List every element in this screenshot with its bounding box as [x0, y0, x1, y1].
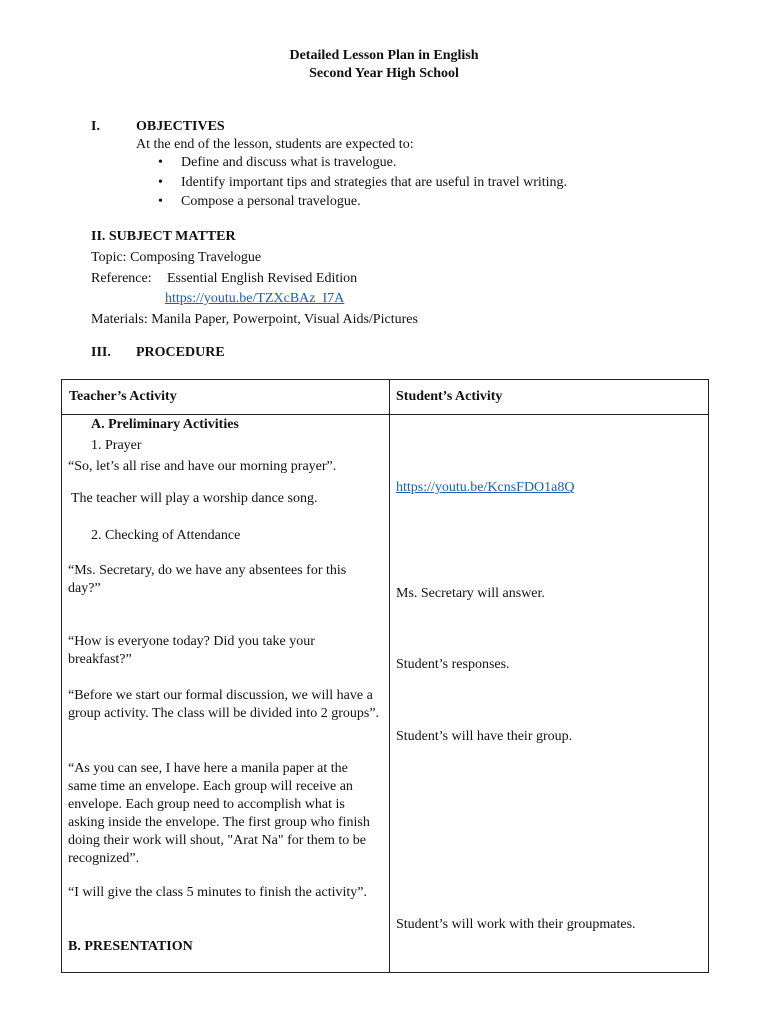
bullet-icon: • [158, 155, 163, 170]
objectives-intro: At the end of the lesson, students are expected to: [136, 137, 414, 152]
objective-item: Identify important tips and strategies that are useful in travel writing. [181, 175, 568, 190]
objective-item: Compose a personal travelogue. [181, 194, 361, 209]
teacher-column-header: Teacher’s Activity [69, 389, 177, 404]
student-work: Student’s will work with their groupmates. [396, 917, 636, 932]
table-column-divider [389, 380, 390, 972]
teacher-today: “How is everyone today? Did you take your breakfast?” [68, 634, 315, 667]
topic-line: Topic: Composing Travelogue [91, 250, 262, 265]
section-b-heading: B. PRESENTATION [68, 939, 193, 954]
reference-value: Essential English Revised Edition [167, 271, 358, 286]
teacher-manila: “As you can see, I have here a manila paper at the same time an envelope. Each group will receive an envelope. Each group need to accomplish what is asking inside the envelope. The first group who finish doing their work will shout, "Arat Na" for them to be recognized”. [68, 761, 370, 866]
item-attendance: 2. Checking of Attendance [91, 528, 241, 543]
procedure-heading: PROCEDURE [136, 345, 225, 360]
student-secretary: Ms. Secretary will answer. [396, 586, 545, 601]
bullet-icon: • [158, 175, 163, 190]
procedure-number: III. [91, 345, 111, 360]
objective-item: Define and discuss what is travelogue. [181, 155, 397, 170]
student-column-header: Student’s Activity [396, 389, 503, 404]
student-group: Student’s will have their group. [396, 729, 573, 744]
item-prayer: 1. Prayer [91, 438, 142, 453]
reference-label: Reference: [91, 271, 152, 286]
materials-line: Materials: Manila Paper, Powerpoint, Visual Aids/Pictures [91, 312, 418, 327]
teacher-song: The teacher will play a worship dance song. [71, 491, 318, 506]
student-video-link[interactable]: https://youtu.be/KcnsFDO1a8Q [396, 480, 575, 495]
teacher-group-activity: “Before we start our formal discussion, we will have a group activity. The class will be divided into 2 groups”. [68, 688, 380, 721]
reference-link[interactable]: https://youtu.be/TZXcBAz_I7A [165, 291, 345, 306]
teacher-absentees: “Ms. Secretary, do we have any absentees for this day?” [68, 563, 347, 596]
teacher-prayer: “So, let’s all rise and have our morning prayer”. [68, 459, 337, 474]
procedure-table [61, 379, 709, 973]
student-responses: Student’s responses. [396, 657, 510, 672]
document-title: Detailed Lesson Plan in English [289, 48, 479, 63]
objectives-number: I. [91, 119, 100, 134]
teacher-minutes: “I will give the class 5 minutes to finish the activity”. [68, 885, 367, 900]
table-header-divider [62, 414, 708, 415]
bullet-icon: • [158, 194, 163, 209]
document-subtitle: Second Year High School [309, 66, 459, 81]
objectives-heading: OBJECTIVES [136, 119, 225, 134]
subject-matter-heading: II. SUBJECT MATTER [91, 229, 236, 244]
section-a-heading: A. Preliminary Activities [91, 417, 239, 432]
